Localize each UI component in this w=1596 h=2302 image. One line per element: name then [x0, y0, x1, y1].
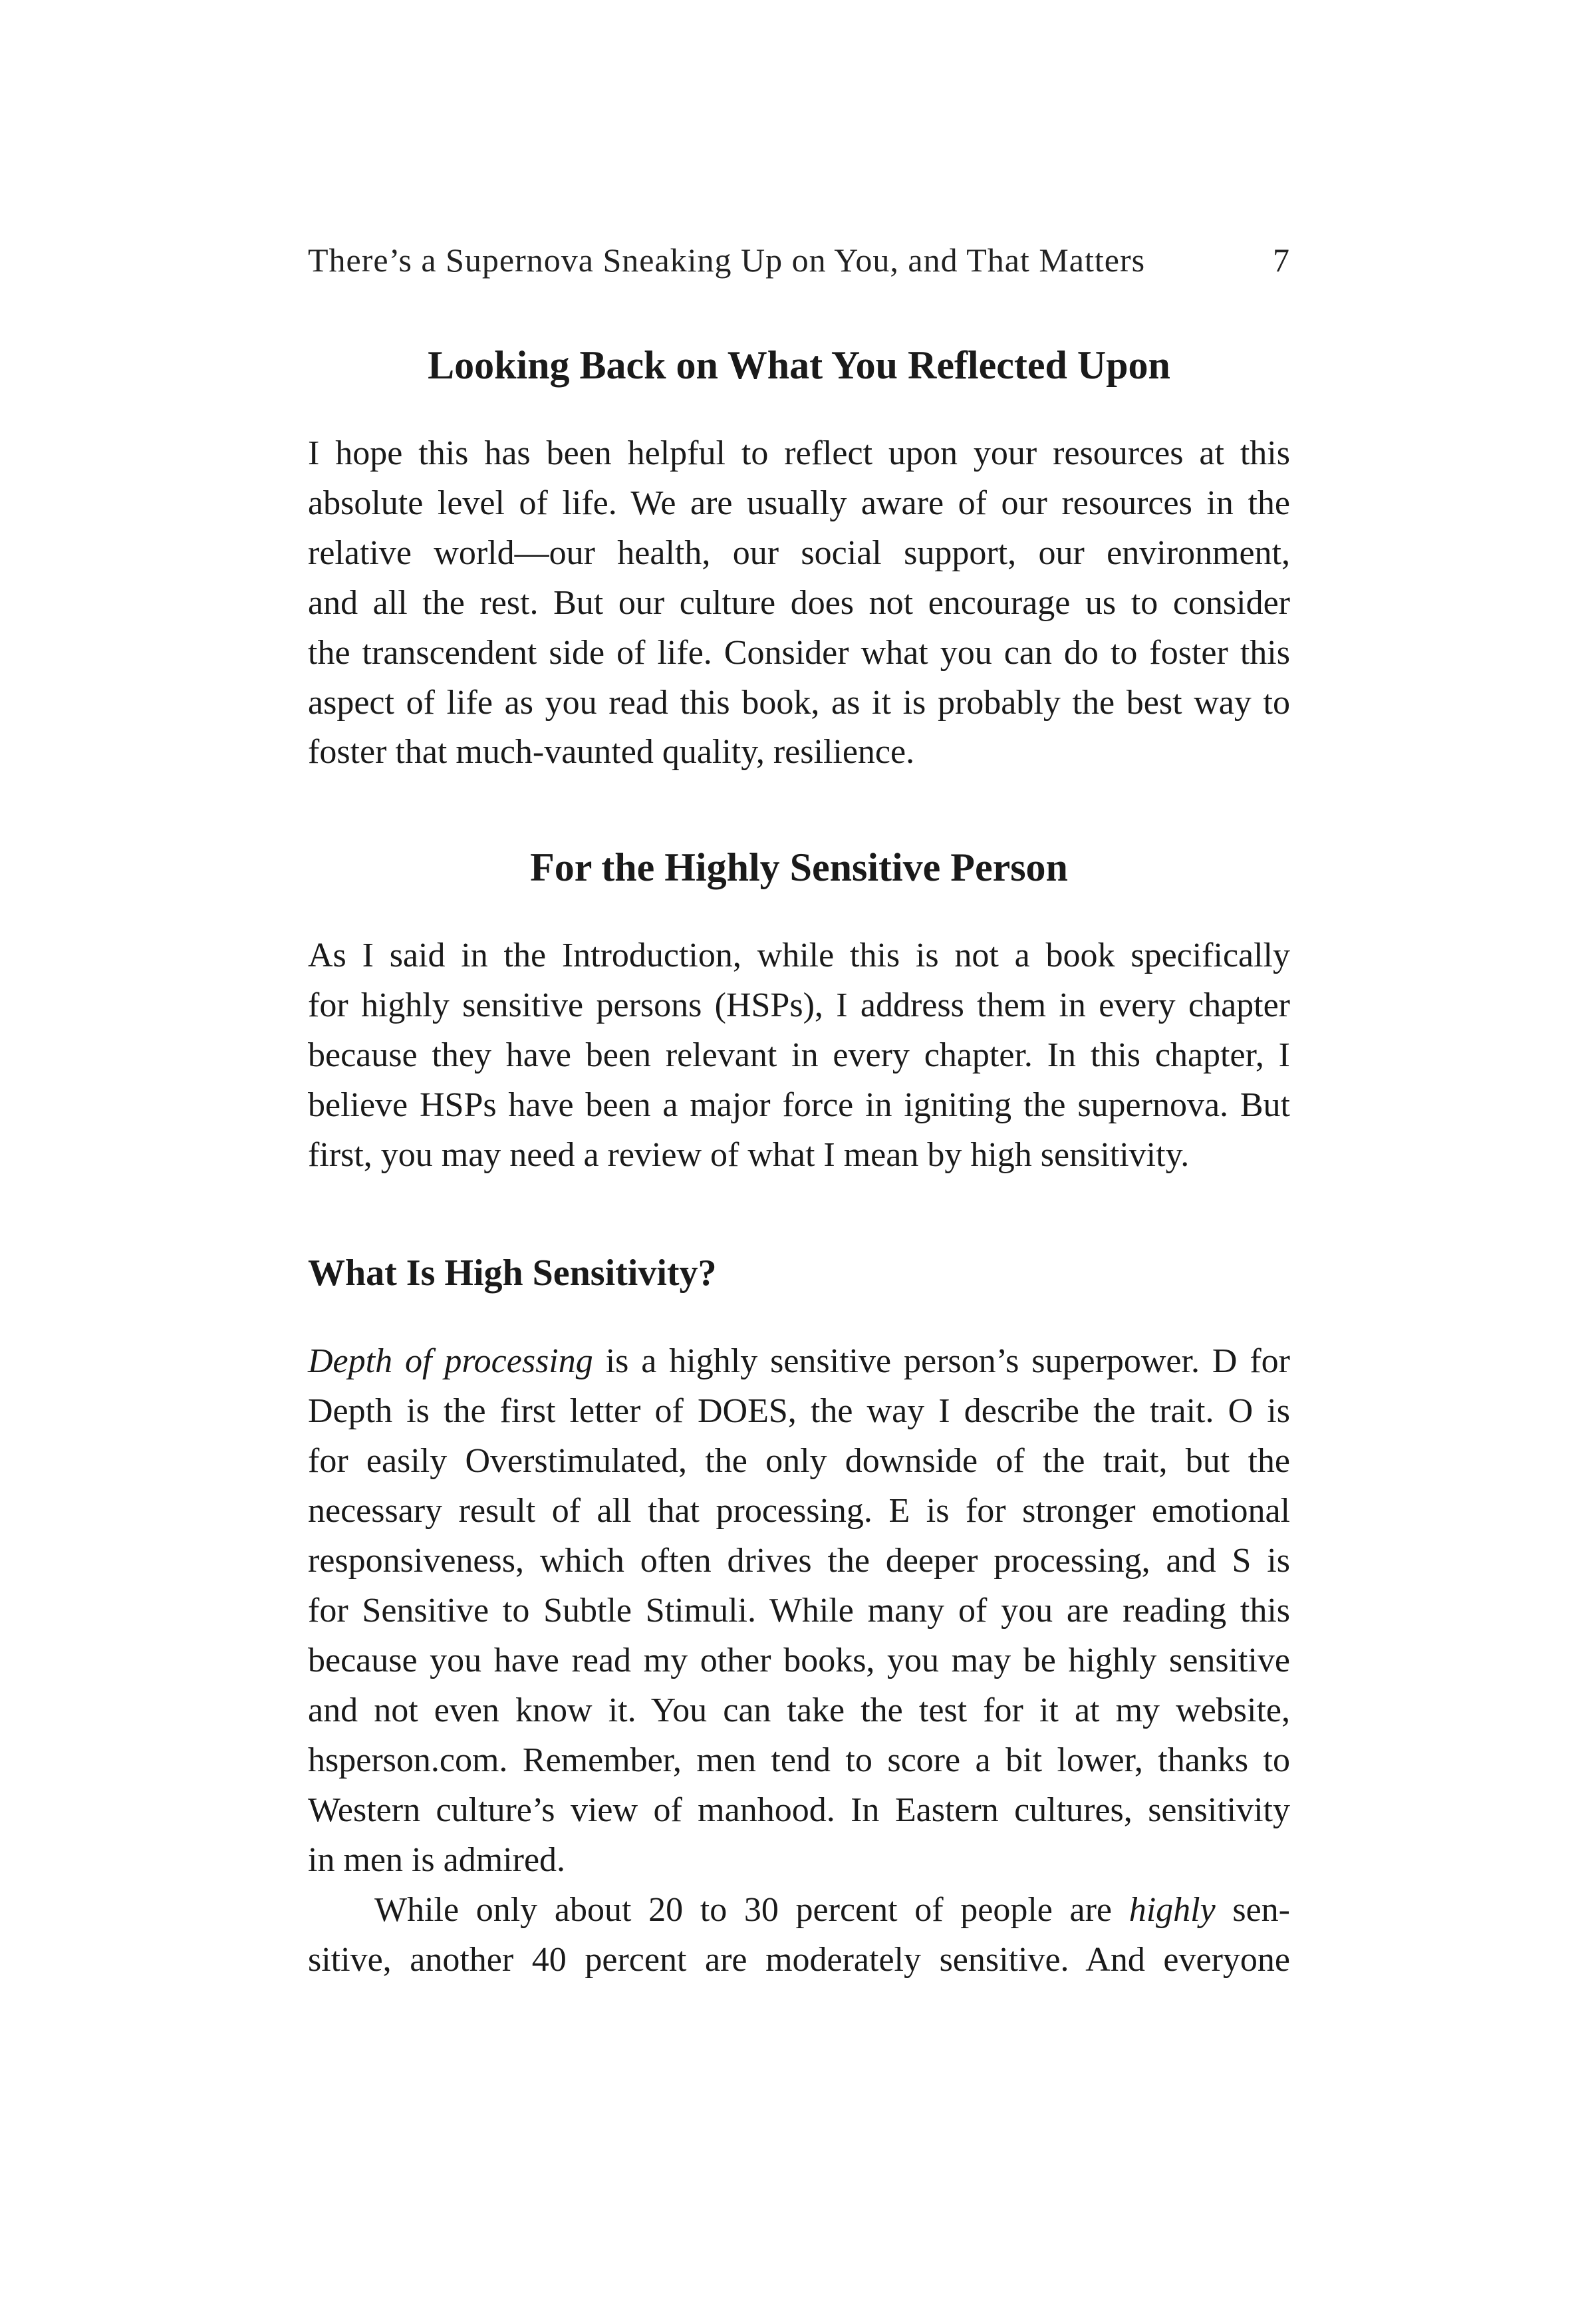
body-line: foster that much-vaunted quality, resilience. [308, 733, 915, 771]
subsection-heading-what-is-high-sensitivity: What Is High Sensitivity? [308, 1252, 717, 1294]
italic-term: Depth of processing [308, 1342, 593, 1380]
body-line: necessary result of all that processing. E is for stronger emotional [308, 1492, 1290, 1530]
body-line: first, you may need a review of what I mean by high sensitivity. [308, 1136, 1190, 1174]
body-line: sitive, another 40 percent are moderately sensitive. And everyone [308, 1941, 1290, 1979]
body-line: Depth is the first letter of DOES, the way I describe the trait. O is [308, 1392, 1290, 1430]
body-line: responsiveness, which often drives the deeper processing, and S is [308, 1542, 1290, 1580]
body-line: in men is admired. [308, 1841, 566, 1879]
section-heading-looking-back: Looking Back on What You Reflected Upon [428, 343, 1170, 387]
body-text: sen- [1215, 1891, 1290, 1929]
body-line: the transcendent side of life. Consider what you can do to foster this [308, 634, 1290, 672]
body-line [308, 1342, 1290, 1381]
section-heading-highly-sensitive-person: For the Highly Sensitive Person [530, 845, 1068, 889]
body-line: relative world—our health, our social support, our environment, [308, 534, 1290, 572]
body-line: As I said in the Introduction, while this is not a book specifically [308, 936, 1290, 974]
body-line: and not even know it. You can take the test for it at my website, [308, 1691, 1290, 1729]
running-header [308, 241, 1290, 281]
body-text: is a highly sensitive person’s superpower. D for [593, 1342, 1290, 1380]
body-line: because you have read my other books, you may be highly sensitive [308, 1642, 1290, 1679]
body-line: for highly sensitive persons (HSPs), I address them in every chapter [308, 986, 1290, 1024]
body-line: hsperson.com. Remember, men tend to score a bit lower, thanks to [308, 1741, 1290, 1779]
body-line: aspect of life as you read this book, as it is probably the best way to [308, 684, 1290, 722]
italic-emphasis: highly [1129, 1891, 1216, 1929]
running-header-title: There’s a Supernova Sneaking Up on You, and That Matters [308, 241, 1146, 279]
body-line: because they have been relevant in every chapter. In this chapter, I [308, 1036, 1290, 1074]
body-line: for Sensitive to Subtle Stimuli. While many of you are reading this [308, 1592, 1290, 1630]
body-line: Western culture’s view of manhood. In Eastern cultures, sensitivity [308, 1791, 1290, 1829]
body-line: for easily Overstimulated, the only downside of the trait, but the [308, 1442, 1290, 1480]
body-text: While only about 20 to 30 percent of people are [374, 1891, 1129, 1929]
body-line: and all the rest. But our culture does not encourage us to consider [308, 584, 1290, 622]
page-number: 7 [1273, 241, 1290, 279]
body-line: absolute level of life. We are usually aware of our resources in the [308, 484, 1290, 522]
body-line: believe HSPs have been a major force in igniting the supernova. But [308, 1086, 1290, 1124]
body-line [374, 1890, 1290, 1930]
body-line: I hope this has been helpful to reflect upon your resources at this [308, 434, 1290, 472]
